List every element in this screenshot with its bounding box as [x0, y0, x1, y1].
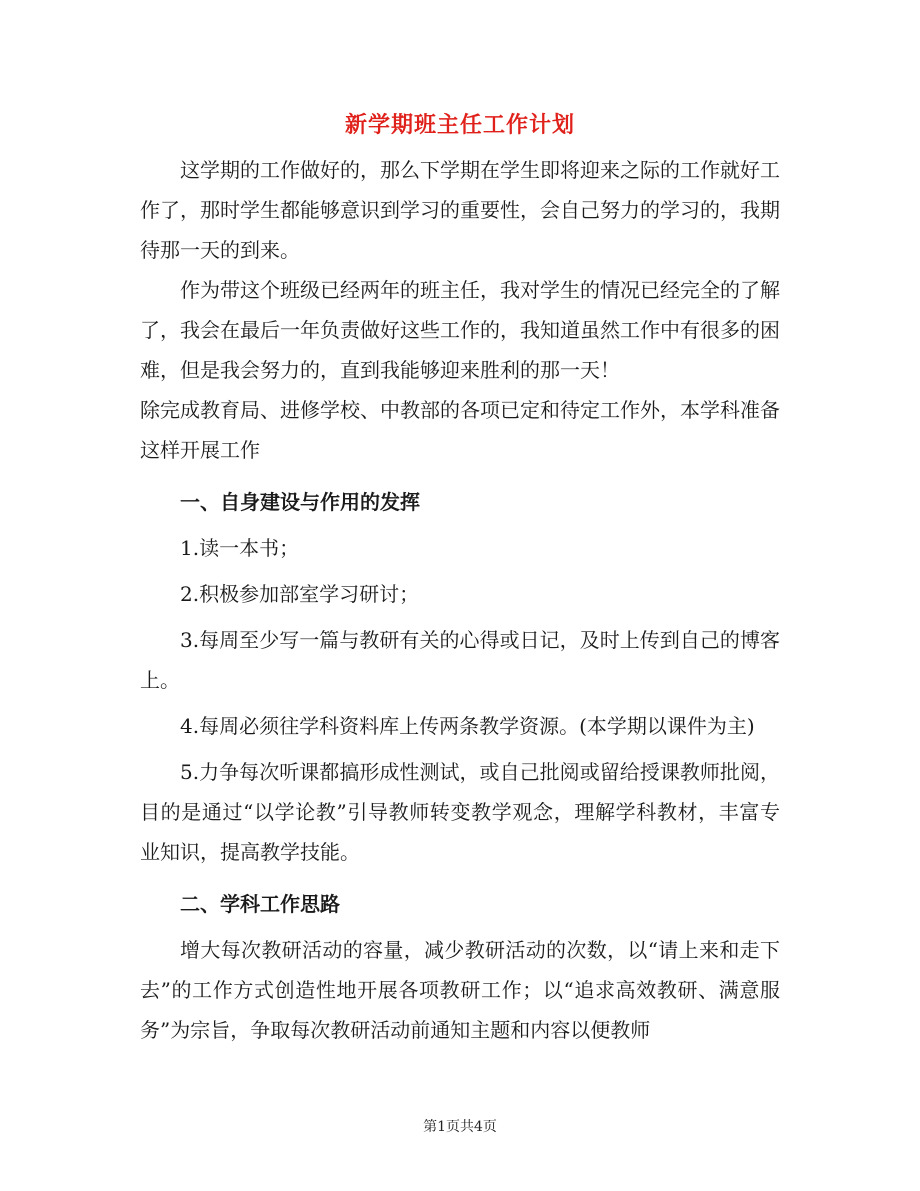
list-item: 1.读一本书；	[180, 536, 300, 560]
list-item: 2.积极参加部室学习研讨；	[180, 582, 420, 606]
document-body	[140, 150, 780, 1050]
paragraph-intro-2: 作为带这个班级已经两年的班主任，我对学生的情况已经完全的了解了，我会在最后一年负责做好这些工作的，我知道虽然工作中有很多的困难，但是我会努力的，直到我能够迎来胜利的那一天！	[140, 278, 780, 382]
paragraph-section-2: 增大每次教研活动的容量，减少教研活动的次数，以“请上来和走下去”的工作方式创造性地开展各项教研工作；以“追求高效教研、满意服务”为宗旨，争取每次教研活动前通知主题和内容以便教师	[140, 938, 780, 1042]
list-item: 5.力争每次听课都搞形成性测试，或自己批阅或留给授课教师批阅，目的是通过“以学论教”引导教师转变教学观念，理解学科教材，丰富专业知识，提高教学技能。	[140, 760, 780, 864]
list-item: 4.每周必须往学科资料库上传两条教学资源。(本学期以课件为主)	[180, 714, 755, 738]
section-heading-2: 二、学科工作思路	[180, 892, 340, 916]
page-number: 第1页共4页	[423, 1119, 497, 1135]
document-title: 新学期班主任工作计划	[344, 112, 575, 138]
section-heading-1: 一、自身建设与作用的发挥	[180, 490, 420, 514]
paragraph-intro-1: 这学期的工作做好的，那么下学期在学生即将迎来之际的工作就好工作了，那时学生都能够意识到学习的重要性，会自己努力的学习的，我期待那一天的到来。	[140, 158, 780, 262]
paragraph-intro-3: 除完成教育局、进修学校、中教部的各项已定和待定工作外，本学科准备这样开展工作	[140, 398, 780, 462]
list-item: 3.每周至少写一篇与教研有关的心得或日记，及时上传到自己的博客上。	[140, 628, 780, 692]
